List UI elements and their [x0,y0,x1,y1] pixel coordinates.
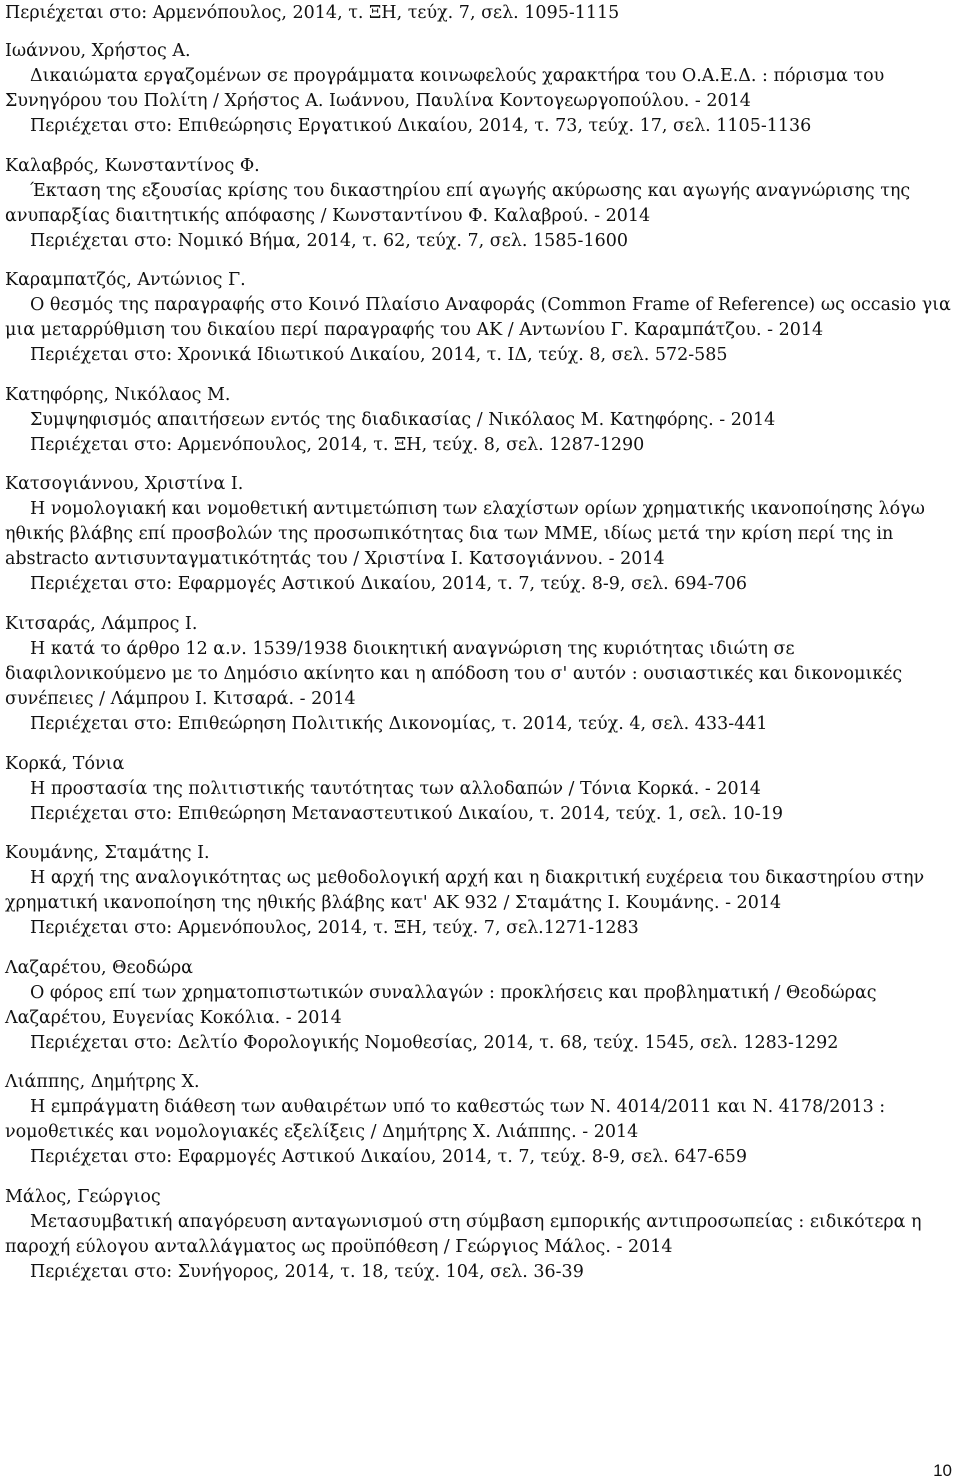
bibliography-entry [5,1185,955,1285]
bibliography-entry [5,752,955,827]
entry-source: Περιέχεται στο: Επιθεώρηση Πολιτικής Δικονομίας, τ. 2014, τεύχ. 4, σελ. 433-441 [30,713,768,734]
entry-author: Ιωάννου, Χρήστος Α. [5,41,191,61]
previous-entry-source: Περιέχεται στο: Αρμενόπουλος, 2014, τ. ΞΗ, τεύχ. 7, σελ. 1095-1115 [5,3,620,23]
entry-title: Η κατά το άρθρο 12 α.ν. 1539/1938 διοικητική αναγνώριση της κυριότητας ιδιώτη σε διαφιλονικούμενο με το Δημόσιο ακίνητο και η απόδοση του σ' αυτόν : ουσιαστικές και δικονομικές συνέπειες / Λάμπρου Ι. Κιτσαρά. - 2014 [5,638,903,709]
entry-author: Μάλος, Γεώργιος [5,1186,161,1207]
bibliography-entry [5,612,955,737]
entry-source: Περιέχεται στο: Εφαρμογές Αστικού Δικαίου, 2014, τ. 7, τεύχ. 8-9, σελ. 647-659 [30,1147,748,1168]
entry-title: Η προστασία της πολιτιστικής ταυτότητας των αλλοδαπών / Τόνια Κορκά. - 2014 [30,778,761,799]
bibliography-entry [5,154,955,254]
entry-title: Η αρχή της αναλογικότητας ως μεθοδολογική αρχή και η διακριτική ευχέρεια του δικαστηρίου στην χρηματική ικανοποίηση της ηθικής βλάβης κατ' ΑΚ 932 / Σταμάτης Ι. Κουμάνης. - 2014 [5,868,925,914]
bibliography-entry [5,1070,955,1170]
entry-source: Περιέχεται στο: Δελτίο Φορολογικής Νομοθεσίας, 2014, τ. 68, τεύχ. 1545, σελ. 1283-1292 [30,1032,839,1053]
entry-title: Ο φόρος επί των χρηματοπιστωτικών συναλλαγών : προκλήσεις και προβληματική / Θεοδώρας Λαζαρέτου, Ευγενίας Κοκόλια. - 2014 [5,982,877,1028]
entry-author: Κιτσαράς, Λάμπρος Ι. [5,613,198,634]
bibliography-entry [5,268,955,368]
entry-source: Περιέχεται στο: Αρμενόπουλος, 2014, τ. ΞΗ, τεύχ. 7, σελ.1271-1283 [30,918,639,939]
entry-author: Κορκά, Τόνια [5,753,125,774]
page-number: 10 [933,1461,952,1480]
entry-source: Περιέχεται στο: Επιθεώρηση Μεταναστευτικού Δικαίου, τ. 2014, τεύχ. 1, σελ. 10-19 [30,803,783,824]
entry-source: Περιέχεται στο: Επιθεώρησις Εργατικού Δικαίου, 2014, τ. 73, τεύχ. 17, σελ. 1105-1136 [30,116,812,136]
entry-title: Συμψηφισμός απαιτήσεων εντός της διαδικασίας / Νικόλαος Μ. Κατηφόρης. - 2014 [30,409,776,430]
bibliography-entry [5,841,955,941]
bibliography-entry [5,956,955,1056]
entry-author: Καλαβρός, Κωνσταντίνος Φ. [5,155,260,176]
entry-source: Περιέχεται στο: Εφαρμογές Αστικού Δικαίου, 2014, τ. 7, τεύχ. 8-9, σελ. 694-706 [30,574,748,595]
bibliography-entry [5,383,955,458]
entry-title: Δικαιώματα εργαζομένων σε προγράμματα κοινωφελούς χαρακτήρα του Ο.Α.Ε.Δ. : πόρισμα του Συνηγόρου του Πολίτη / Χρήστος Α. Ιωάννου, Παυλίνα Κοντογεωργοπούλου. - 2014 [5,66,885,111]
entry-source: Περιέχεται στο: Νομικό Βήμα, 2014, τ. 62, τεύχ. 7, σελ. 1585-1600 [30,230,628,251]
entry-source: Περιέχεται στο: Συνήγορος, 2014, τ. 18, τεύχ. 104, σελ. 36-39 [30,1261,584,1282]
entry-title: Έκταση της εξουσίας κρίσης του δικαστηρίου επί αγωγής ακύρωσης και αγωγής αναγνώρισης της ανυπαρξίας διαιτητικής απόφασης / Κωνσταντίνου Φ. Καλαβρού. - 2014 [5,180,911,226]
bibliography-entry [5,472,955,597]
entry-author: Κατηφόρης, Νικόλαος Μ. [5,384,231,405]
entry-author: Καραμπατζός, Αντώνιος Γ. [5,270,246,291]
bibliography-entry [5,39,955,139]
entry-title: Η εμπράγματη διάθεση των αυθαιρέτων υπό το καθεστώς των Ν. 4014/2011 και Ν. 4178/2013 : νομοθετικές και νομολογιακές εξελίξεις / Δημήτρης Χ. Λιάππης. - 2014 [5,1097,886,1143]
entry-title: Η νομολογιακή και νομοθετική αντιμετώπιση των ελαχίστων ορίων χρηματικής ικανοποίησης λόγω ηθικής βλάβης επί προσβολών της προσωπικότητας δια των ΜΜΕ, ιδίως μετά την κρίση περί της in abstracto αντισυνταγματικότητάς του / Χριστίνα Ι. Κατσογιάννου. - 2014 [5,499,925,570]
entry-source: Περιέχεται στο: Αρμενόπουλος, 2014, τ. ΞΗ, τεύχ. 8, σελ. 1287-1290 [30,434,645,455]
entry-author: Κατσογιάννου, Χριστίνα Ι. [5,474,244,495]
entry-title: Ο θεσμός της παραγραφής στο Κοινό Πλαίσιο Αναφοράς (Common Frame of Reference) ως occasio για μια μεταρρύθμιση του δικαίου περί παραγραφής του ΑΚ / Αντωνίου Γ. Καραμπάτζου. - 2014 [5,295,951,341]
entry-source: Περιέχεται στο: Χρονικά Ιδιωτικού Δικαίου, 2014, τ. ΙΔ, τεύχ. 8, σελ. 572-585 [30,345,728,366]
entry-author: Λαζαρέτου, Θεοδώρα [5,957,193,978]
entry-title: Μετασυμβατική απαγόρευση ανταγωνισμού στη σύμβαση εμπορικής αντιπροσωπείας : ειδικότερα η παροχή εύλογου ανταλλάγματος ως προϋπόθεση / Γεώργιος Μάλος. - 2014 [5,1211,922,1257]
entry-author: Λιάππης, Δημήτρης Χ. [5,1072,200,1093]
entry-author: Κουμάνης, Σταμάτης Ι. [5,843,210,864]
bibliography-list [5,39,955,1300]
